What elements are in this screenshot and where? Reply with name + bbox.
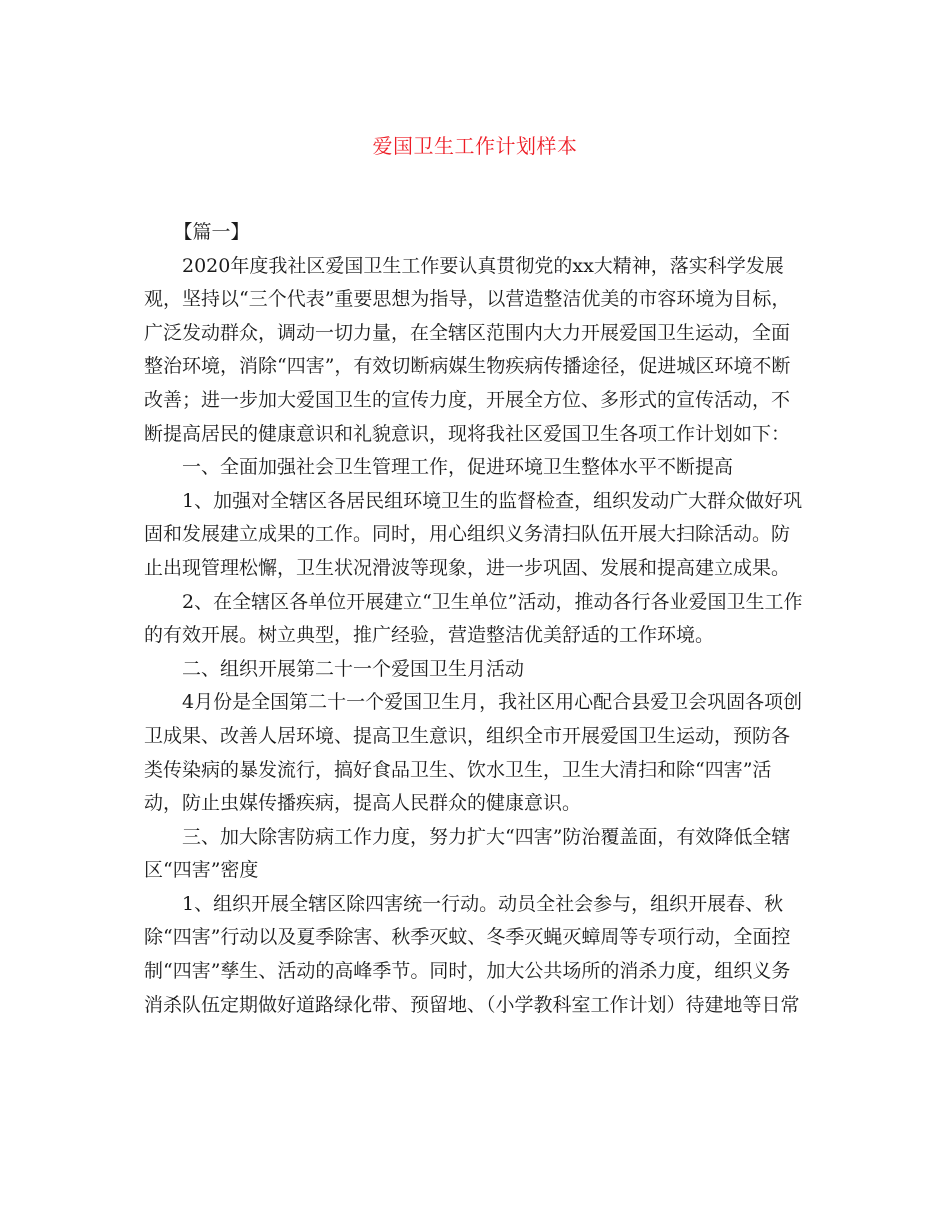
item-1-1-paragraph: 1、加强对全辖区各居民组环境卫生的监督检查，组织发动广大群众做好巩固和发展建立成果的工作。同时，用心组织义务清扫队伍开展大扫除活动。防止出现管理松懈，卫生状况滑波等现象，进一步巩固、发展和提高建立成果。 [144,489,803,579]
heading-two: 二、组织开展第二十一个爱国卫生月活动 [182,657,525,680]
health-month-paragraph: 4月份是全国第二十一个爱国卫生月，我社区用心配合县爱卫会巩固各项创卫成果、改善人居环境、提高卫生意识，组织全市开展爱国卫生运动，预防各类传染病的暴发流行，搞好食品卫生、饮水卫生，卫生大清扫和除“四害”活动，防止虫媒传播疾病，提高人民群众的健康意识。 [144,691,803,815]
intro-paragraph: 2020年度我社区爱国卫生工作要认真贯彻党的xx大精神，落实科学发展观，坚持以“三个代表”重要思想为指导，以营造整洁优美的市容环境为目标，广泛发动群众，调动一切力量，在全辖区范围内大力开展爱国卫生运动，全面整治环境，消除“四害”，有效切断病媒生物疾病传播途径，促进城区环境不断改善；进一步加大爱国卫生的宣传力度，开展全方位、多形式的宣传活动，不断提高居民的健康意识和礼貌意识，现将我社区爱国卫生各项工作计划如下： [144,254,791,445]
section-label: 【篇一】 [173,221,250,243]
document-title: 爱国卫生工作计划样本 [372,134,578,158]
document-body [144,216,808,1022]
heading-one: 一、全面加强社会卫生管理工作，促进环境卫生整体水平不断提高 [182,456,734,479]
item-1-2-paragraph: 2、在全辖区各单位开展建立“卫生单位”活动，推动各行各业爱国卫生工作的有效开展。树立典型，推广经验，营造整洁优美舒适的工作环境。 [144,590,803,647]
item-3-1-paragraph: 1、组织开展全辖区除四害统一行动。动员全社会参与，组织开展春、秋除“四害”行动以及夏季除害、秋季灭蚊、冬季灭蝇灭蟑周等专项行动，全面控制“四害”孳生、活动的高峰季节。同时，加大公共场所的消杀力度，组织义务消杀队伍定期做好道路绿化带、预留地、（小学教科室工作计划）待建地等日常 [144,892,800,1016]
heading-three: 三、加大除害防病工作力度，努力扩大“四害”防治覆盖面，有效降低全辖区“四害”密度 [144,825,791,882]
